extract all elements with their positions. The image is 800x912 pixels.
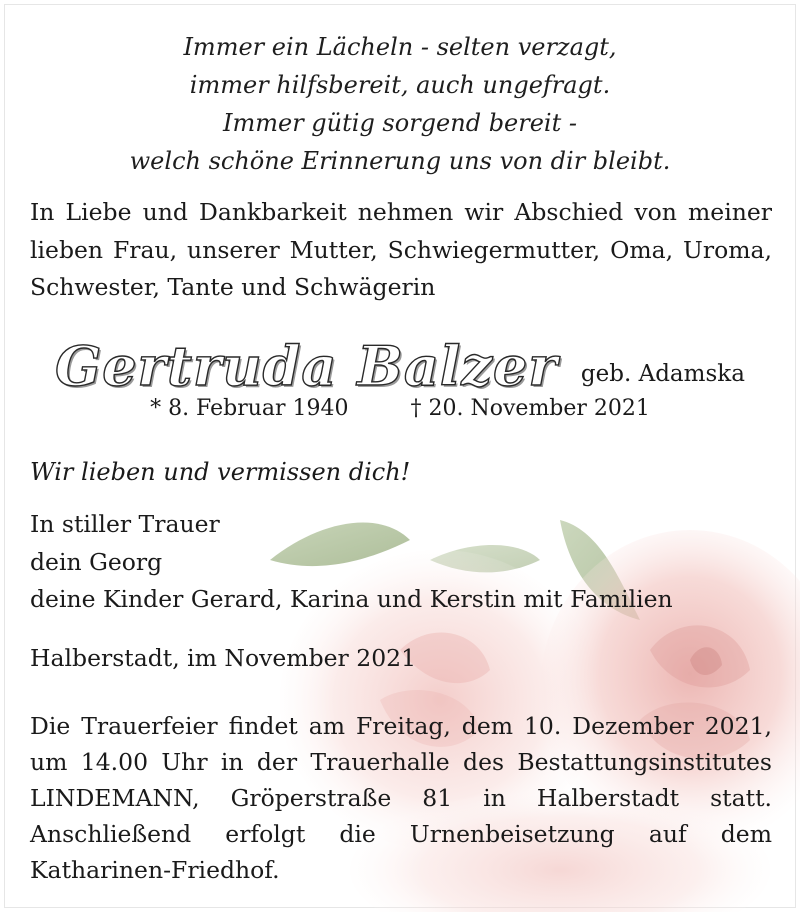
maiden-name: geb. Adamska — [580, 361, 745, 387]
mourners — [30, 506, 673, 619]
mourners-heading: In stiller Trauer — [30, 510, 220, 538]
mourner-line: dein Georg — [30, 547, 163, 576]
farewell-text: In Liebe und Dankbarkeit nehmen wir Abschied von meiner lieben Frau, unserer Mutter, Schwiegermutter, Oma, Uroma, Schwester, Tante und Schwägerin — [30, 198, 772, 301]
poem-line: welch schöne Erinnerung uns von dir bleibt. — [129, 147, 671, 175]
deceased-name-row — [0, 334, 800, 398]
motto: Wir lieben und vermissen dich! — [30, 458, 411, 486]
memorial-poem — [0, 28, 800, 180]
poem-line: Immer gütig sorgend bereit - — [223, 109, 577, 137]
poem-line: immer hilfsbereit, auch ungefragt. — [189, 71, 611, 99]
death-date: † 20. November 2021 — [410, 396, 650, 421]
poem-line: Immer ein Lächeln - selten verzagt, — [183, 33, 617, 61]
deceased-name: Gertruda Balzer — [55, 334, 558, 398]
funeral-ceremony-info: Die Trauerfeier findet am Freitag, dem 10. Dezember 2021, um 14.00 Uhr in der Trauerhalle des Bestattungsinstitutes LINDEMANN, Gröperstraße 81 in Halberstadt statt. Anschließend erfolgt die Urnenbeisetzung auf dem Katharinen-Friedhof. — [30, 712, 772, 884]
life-dates — [0, 396, 800, 421]
mourner-line: deine Kinder Gerard, Karina und Kerstin mit Familien — [30, 585, 673, 613]
birth-date: * 8. Februar 1940 — [150, 396, 349, 421]
place-and-date: Halberstadt, im November 2021 — [30, 644, 417, 672]
